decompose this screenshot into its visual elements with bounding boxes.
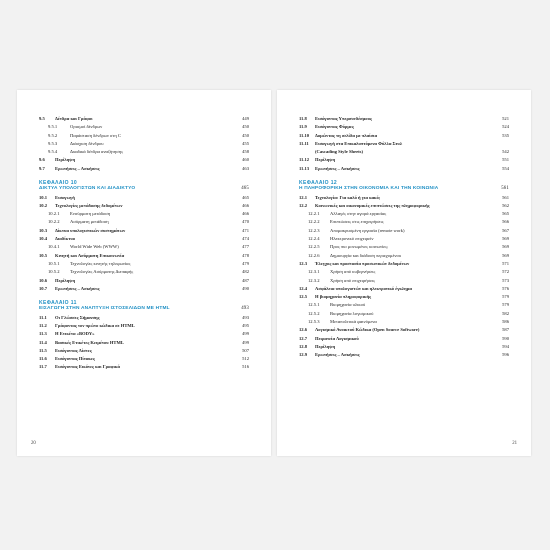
entry-page: 493 (242, 314, 249, 320)
entry-number: 11.7 (39, 364, 47, 370)
toc-entry (39, 133, 249, 141)
entry-page: 590 (502, 335, 509, 341)
entry-title: (Cascading Style Sheets) (315, 149, 363, 155)
entry-page: 477 (242, 244, 249, 250)
entry-title: Έλεγχος και προστασία προσωπικών δεδομένων (315, 260, 410, 266)
chapter-12-entries (299, 195, 509, 361)
toc-entry (39, 315, 249, 323)
right-page (277, 90, 531, 456)
toc-entry (299, 166, 509, 174)
entry-number: 10.6 (39, 277, 48, 283)
chapter-11-heading (39, 300, 249, 313)
entry-number: 11.3 (39, 331, 47, 337)
entry-page: 455 (242, 140, 249, 146)
entry-number: 12.2.6 (308, 252, 320, 258)
entry-title: Περίληψη (315, 343, 336, 349)
chapter-title: ΔΙΚΤΥΑ ΥΠΟΛΟΓΙΣΤΩΝ ΚΑΙ ΔΙΑΔΙΚΤΥΟ (39, 186, 136, 192)
left-top-entries (39, 116, 249, 174)
toc-entry (39, 219, 249, 227)
entry-number: 12.5.2 (308, 310, 320, 316)
entry-number: 11.12 (299, 157, 310, 163)
chapter-12-heading (299, 180, 509, 193)
entry-page: 569 (502, 236, 509, 242)
entry-title: Προς πιο μονωμένες κοινωνίες; (330, 244, 389, 250)
toc-entry (299, 352, 509, 360)
entry-number: 12.5 (299, 294, 308, 300)
entry-title: Χρήση από επιχειρήσεις (330, 277, 376, 283)
entry-title: Εισαγωγή (55, 194, 75, 200)
toc-entry (299, 344, 509, 352)
right-top-entries (299, 116, 509, 174)
entry-page: 450 (242, 124, 249, 130)
left-toc (39, 116, 249, 373)
toc-entry (39, 203, 249, 211)
entry-number: 12.2.3 (308, 227, 320, 233)
page-number: 21 (512, 441, 517, 446)
entry-page: 463 (242, 165, 249, 171)
entry-title: Διαδίκτυο (55, 236, 76, 242)
entry-page: 465 (242, 194, 249, 200)
entry-title: Επιπτώσεις στις επιχειρήσεις (330, 219, 384, 225)
entry-title: Ερωτήσεις – Ασκήσεις (315, 165, 360, 171)
entry-page: 579 (502, 294, 509, 300)
chapter-page: 561 (501, 186, 509, 192)
entry-number: 10.1 (39, 194, 48, 200)
entry-page: 470 (242, 219, 249, 225)
toc-entry (39, 236, 249, 244)
entry-number: 12.2.5 (308, 244, 320, 250)
entry-number: 11.8 (299, 116, 307, 121)
toc-entry (299, 294, 509, 302)
entry-number: 11.6 (39, 356, 47, 362)
entry-number: 10.4 (39, 236, 48, 242)
toc-entry (299, 141, 509, 149)
chapter-label: ΚΕΦΑΛΑΙΟ 12 (299, 180, 338, 187)
entry-title: Δυαδικά δένδρα αναζήτησης (70, 149, 124, 155)
entry-page: 573 (502, 277, 509, 283)
entry-number: 10.2.2 (48, 219, 60, 225)
entry-page: 535 (502, 132, 509, 138)
chapter-title-row (299, 186, 509, 193)
entry-title: Ερωτήσεις – Ασκήσεις (315, 352, 360, 358)
chapter-title: ΕΙΣΑΓΩΓΗ ΣΤΗΝ ΑΝΑΠΤΥΞΗ ΙΣΤΟΣΕΛΙΔΩΝ ΜΕ HTML (39, 306, 170, 312)
entry-title: Διάσχιση δένδρου (70, 140, 104, 146)
entry-number: 11.2 (39, 322, 47, 328)
toc-entry (299, 219, 509, 227)
toc-entry (39, 116, 249, 124)
toc-entry (299, 228, 509, 236)
toc-entry (299, 133, 509, 141)
chapter-page: 465 (241, 186, 249, 192)
toc-entry (39, 244, 249, 252)
entry-number: 10.7 (39, 285, 48, 291)
entry-page: 561 (502, 194, 509, 200)
entry-number: 12.7 (299, 335, 308, 341)
entry-number: 12.3 (299, 260, 308, 266)
entry-title: Γράφοντας τον πρώτο κώδικα σε HTML (55, 322, 135, 328)
toc-entry (299, 116, 509, 124)
entry-title: Δίκτυα υπολογιστικών συστημάτων (55, 227, 126, 233)
entry-page: 466 (242, 202, 249, 208)
toc-entry (299, 236, 509, 244)
entry-number: 12.3.2 (308, 277, 320, 283)
entry-page: 565 (502, 211, 509, 217)
entry-page: 450 (242, 132, 249, 138)
entry-title: Η Ετικέτα «BODY» (55, 331, 95, 337)
entry-page: 482 (242, 269, 249, 275)
chapter-label: ΚΕΦΑΛΑΙΟ 11 (39, 300, 77, 307)
toc-entry (39, 356, 249, 364)
entry-number: 12.2.1 (308, 211, 320, 217)
toc-entry (39, 364, 249, 372)
toc-entry (299, 253, 509, 261)
toc-entry (39, 278, 249, 286)
entry-page: 554 (502, 165, 509, 171)
toc-entry (299, 336, 509, 344)
entry-page: 571 (502, 260, 509, 266)
chapter-title: Η ΠΛΗΡΟΦΟΡΙΚΗ ΣΤΗΝ ΟΙΚΟΝΟΜΙΑ ΚΑΙ ΤΗΝ ΚΟΙΝΩΝΙΑ (299, 186, 439, 192)
toc-entry (299, 261, 509, 269)
entry-page: 499 (242, 339, 249, 345)
toc-entry (39, 141, 249, 149)
entry-number: 12.2 (299, 202, 308, 208)
toc-entry (39, 149, 249, 157)
toc-entry (39, 195, 249, 203)
entry-title: Βιομηχανία λογισμικού (330, 310, 374, 316)
entry-title: Απομακρυσμένη εργασία (remote work) (330, 227, 405, 233)
entry-number: 12.2.2 (308, 219, 320, 225)
toc-entry (39, 323, 249, 331)
entry-number: 9.6 (39, 157, 45, 163)
entry-page: 490 (242, 285, 249, 291)
entry-number: 9.5.2 (48, 132, 58, 138)
entry-page: 499 (242, 331, 249, 337)
entry-page: 471 (242, 227, 249, 233)
entry-title: Ερωτήσεις – Ασκήσεις (55, 285, 100, 291)
entry-number: 11.1 (39, 314, 47, 320)
entry-title: Περίληψη (315, 157, 336, 163)
entry-page: 596 (502, 352, 509, 358)
toc-entry (299, 211, 509, 219)
entry-title: Περίληψη (55, 277, 76, 283)
entry-page: 542 (502, 149, 509, 155)
entry-page: 562 (502, 202, 509, 208)
entry-page: 569 (502, 244, 509, 250)
entry-title: Δομώντας τη σελίδα με πλαίσια (315, 132, 378, 138)
entry-page: 569 (502, 252, 509, 258)
chapter-title-row (39, 186, 249, 193)
entry-page: 594 (502, 343, 509, 349)
toc-entry (39, 261, 249, 269)
toc-entry (39, 348, 249, 356)
toc-entry (299, 311, 509, 319)
entry-page: 460 (242, 157, 249, 163)
entry-title: Παράσταση δένδρων στη C (70, 132, 121, 138)
entry-title: Η βιομηχανία πληροφορικής (315, 294, 372, 300)
entry-number: 10.3 (39, 227, 48, 233)
entry-page: 567 (502, 227, 509, 233)
entry-title: Περίληψη (55, 157, 76, 163)
entry-title: Βασικές Ετικέτες Κειμένου HTML (55, 339, 124, 345)
entry-title: Τεχνολογίες Ασύρματης Διεπαφής (70, 269, 134, 275)
entry-page: 479 (242, 260, 249, 266)
entry-number: 12.9 (299, 352, 308, 358)
left-page (17, 90, 271, 456)
entry-page: 495 (242, 322, 249, 328)
toc-entry (39, 228, 249, 236)
entry-page: 458 (242, 149, 249, 155)
entry-title: Τεχνολογία: Για καλό ή για κακό; (315, 194, 381, 200)
entry-title: Ασύρματη μετάδοση (70, 219, 109, 225)
entry-page: 582 (502, 310, 509, 316)
toc-entry (299, 269, 509, 277)
entry-number: 9.5.3 (48, 140, 58, 146)
entry-title: Τεχνολογίες κινητής τηλεφωνίας (70, 260, 131, 266)
entry-title: Πειρατεία Λογισμικού (315, 335, 359, 341)
entry-page: 586 (502, 319, 509, 325)
entry-page: 516 (242, 364, 249, 370)
entry-number: 11.11 (299, 140, 309, 146)
entry-number: 9.5.4 (48, 149, 58, 155)
toc-entry (299, 244, 509, 252)
entry-page: 576 (502, 285, 509, 291)
entry-title: Ερωτήσεις – Ασκήσεις (55, 165, 100, 171)
entry-title: Δένδρα και Γράφοι (55, 116, 93, 121)
right-toc (299, 116, 509, 361)
entry-title: Εισάγοντας Φόρμες (315, 124, 354, 130)
entry-title: Χρήση από κυβερνήσεις (330, 269, 376, 275)
toc-entry (299, 157, 509, 165)
entry-title: Εισαγωγή στα Επικαλυπτόμενα Φύλλα Στυλ (315, 140, 403, 146)
entry-page: 587 (502, 327, 509, 333)
toc-entry (299, 203, 509, 211)
toc-entry (299, 149, 509, 157)
entry-number: 11.10 (299, 132, 310, 138)
entry-page: 487 (242, 277, 249, 283)
entry-number: 12.5.1 (308, 302, 320, 308)
entry-page: 579 (502, 302, 509, 308)
toc-entry (39, 211, 249, 219)
toc-entry (39, 331, 249, 339)
entry-title: Εισάγοντας Πίνακες (55, 356, 95, 362)
entry-number: 9.5 (39, 116, 45, 121)
entry-title: Ασφάλεια υπολογιστών και ηλεκτρονικό έγκλημα (315, 285, 412, 291)
entry-number: 11.4 (39, 339, 47, 345)
entry-number: 11.5 (39, 347, 47, 353)
entry-number: 12.5.3 (308, 319, 320, 325)
entry-title: Ορισμοί δένδρων (70, 124, 103, 130)
toc-entry (299, 327, 509, 335)
entry-number: 12.4 (299, 285, 308, 291)
entry-title: Βιομηχανία υλικού (330, 302, 366, 308)
entry-title: World Wide Web (WWW) (70, 244, 119, 250)
entry-page: 474 (242, 236, 249, 242)
chapter-label: ΚΕΦΑΛΑΙΟ 10 (39, 180, 78, 187)
toc-entry (39, 340, 249, 348)
toc-entry (39, 269, 249, 277)
toc-entry (299, 302, 509, 310)
entry-title: Οι Γλώσσες Σήμανσης (55, 314, 100, 320)
entry-number: 9.7 (39, 165, 45, 171)
toc-entry (299, 286, 509, 294)
entry-number: 11.13 (299, 165, 310, 171)
entry-number: 12.8 (299, 343, 308, 349)
toc-entry (39, 166, 249, 174)
chapter-10-heading (39, 180, 249, 193)
entry-page: 478 (242, 252, 249, 258)
entry-title: Κινητή και Ασύρματη Επικοινωνία (55, 252, 125, 258)
page-number: 20 (31, 441, 36, 446)
entry-number: 12.3.1 (308, 269, 320, 275)
chapter-page: 493 (241, 306, 249, 312)
entry-title: Ενσύρματη μετάδοση (70, 211, 111, 217)
entry-title: Μεταπολιτικά φαινόμενα (330, 319, 377, 325)
entry-number: 10.2.1 (48, 211, 60, 217)
chapter-10-entries (39, 195, 249, 295)
toc-entry (39, 253, 249, 261)
entry-number: 10.5.1 (48, 260, 60, 266)
entry-number: 10.4.1 (48, 244, 60, 250)
entry-page: 466 (242, 211, 249, 217)
chapter-title-row (39, 306, 249, 313)
toc-entry (299, 278, 509, 286)
entry-title: Τεχνολογίες μετάδοσης δεδομένων (55, 202, 123, 208)
chapter-11-entries (39, 315, 249, 373)
entry-number: 10.5.2 (48, 269, 60, 275)
entry-title: Αλλαγές στην αγορά εργασίας (330, 211, 387, 217)
entry-page: 521 (502, 116, 509, 121)
entry-page: 512 (242, 356, 249, 362)
entry-number: 11.9 (299, 124, 307, 130)
toc-entry (299, 124, 509, 132)
entry-page: 566 (502, 219, 509, 225)
entry-title: Λογισμικό Ανοικτού Κώδικα (Open Source Software) (315, 327, 420, 333)
toc-entry (299, 195, 509, 203)
entry-title: Εισάγοντας Λίστες (55, 347, 92, 353)
toc-entry (39, 286, 249, 294)
entry-page: 551 (502, 157, 509, 163)
entry-number: 12.2.4 (308, 236, 320, 242)
entry-title: Εισάγοντας Εικόνες και Γραφικά (55, 364, 120, 370)
toc-entry (39, 124, 249, 132)
entry-title: Κοινωνικές και οικονομικές επιπτώσεις της πληροφορικής (315, 202, 430, 208)
entry-page: 507 (242, 347, 249, 353)
entry-title: Δημιουργία και διάδοση περιεχομένου (330, 252, 402, 258)
entry-number: 10.5 (39, 252, 48, 258)
entry-number: 9.5.1 (48, 124, 58, 130)
entry-number: 12.1 (299, 194, 308, 200)
entry-number: 12.6 (299, 327, 308, 333)
toc-entry (299, 319, 509, 327)
entry-page: 572 (502, 269, 509, 275)
toc-entry (39, 157, 249, 165)
entry-number: 10.2 (39, 202, 48, 208)
entry-page: 449 (242, 116, 249, 121)
entry-title: Εισάγοντας Υπερσυνδέσμους (315, 116, 372, 121)
entry-title: Ηλεκτρονικό επιχειρείν (330, 236, 374, 242)
entry-page: 524 (502, 124, 509, 130)
